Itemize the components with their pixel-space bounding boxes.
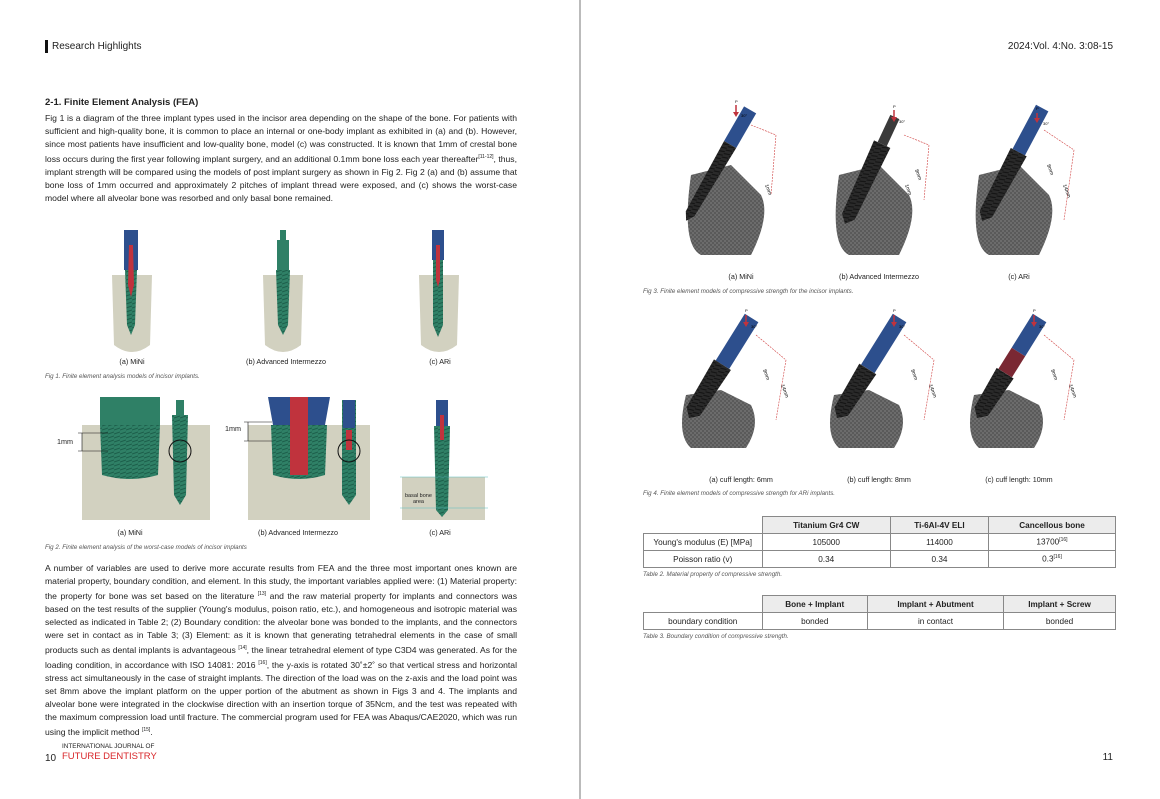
fig3a-angle: 30° [741,113,748,118]
fig3a-dim: 1mm [763,183,773,197]
fig1-implant-intermezzo [263,230,303,352]
table2-row1-v3 [988,534,1115,551]
fig3c-p-label: P [1036,106,1039,111]
fig2-model-intermezzo [244,397,370,520]
figure-2 [0,395,579,525]
fig4-label-c: (c) cuff length: 10mm [985,475,1053,484]
fig3-label-b: (b) Advanced Intermezzo [839,272,919,281]
table3-header-col1: Bone + Implant [762,596,867,613]
basal-label-1: basal bone [405,493,432,499]
p2-s3: , the linear tetrahedral element of type C3D4 was generated. As for the loading condition, in accordance with ISO 14081: 2016 [45,644,517,670]
fig4c-dim2: 14mm [1067,383,1078,399]
fig1-label-a: (a) MiNi [119,357,145,366]
fig1-caption: Fig 1. Finite element analysis models of incisor implants. [45,373,200,380]
table3-row-label: boundary condition [644,613,763,630]
citation: [16] [1053,554,1062,561]
fig3c-angle: 30° [1043,121,1050,126]
paragraph-1 [45,112,517,205]
table3-header-col3: Implant + Screw [1004,596,1116,613]
citation: [16] [1059,537,1068,544]
table2-row1-v1: 105000 [762,534,890,551]
p2-s2: and the raw material property for implants and connectors was based on the test results of the supplier (Young's modulus, poison ratio, etc.), and homogeneous and isotropic material was selected as indicated in Table 2; (2) Boundary condition: the alveolar bone was bonded to the implants, and the connectors were set in contact as in Table 3; (3) Element: as it is known that generating tetrahedral elements in the case of small products such as dental implants is advantageous [45,590,517,655]
fig3-label-a: (a) MiNi [728,272,754,281]
page-number-right: 11 [1102,752,1113,763]
fig2-caption: Fig 2. Finite element analysis of the worst-case models of incisor implants [45,544,247,551]
fig4c-dim1: 8mm [1049,368,1059,382]
fig3b-dim2: 1mm [903,183,913,197]
fig4-model-cuff10 [969,308,1078,448]
table2-row2-v3-value: 0.3 [1042,554,1054,564]
citation: [16] [258,659,267,666]
basal-bone-label [405,493,432,505]
fig3c-dim2: 14mm [1061,183,1072,199]
fig4a-p-label: P [745,308,748,313]
fig2-dim-b: 1mm [225,424,241,433]
figure-4 [581,308,1160,465]
fig3-model-intermezzo [836,104,929,255]
fig4c-angle: 30° [1039,324,1046,329]
table2-header-col2: Ti-6Al-4V ELI [890,517,988,534]
table2-row2-label: Poisson ratio (v) [644,551,763,568]
fig4-label-a: (a) cuff length: 6mm [709,475,773,484]
table2-row1-v3-value: 13700 [1036,537,1060,547]
table2-header-row [644,517,1116,534]
table-row [644,534,1116,551]
table2-row1-v2: 114000 [890,534,988,551]
citation: [13] [257,591,267,597]
p2-s4: , the y-axis is rotated 30˚±2˚ so that vertical stress and horizontal stress act simultaneously in the case of straight implants. The direction of the load was on the z-axis and the load point was set 8mm above the implant platform on the upper portion of the abutment as shown in Figs 3 and 4. The implants and alveolar bone were integrated in the clockwise direction with an insertion torque of 35Ncm, and the test was repeated with the maximum compression load until fracture. The commercial program used for FEA was Abaqus/CAE2020, which was run using the implicit method [45,659,517,737]
fig3b-p-label: P [893,104,896,109]
table3-header-col2: Implant + Abutment [867,596,1003,613]
citation: [14] [238,644,247,651]
fig3-caption: Fig 3. Finite element models of compressive strength for the incisor implants. [643,288,854,295]
p2-s5: . [150,726,153,737]
table2-caption: Table 2. Material property of compressive strength. [643,571,783,578]
table2-row1-label: Young's modulus (E) [MPa] [644,534,763,551]
fig4a-angle: 30° [751,324,758,329]
fig4-label-b: (b) cuff length: 8mm [847,475,911,484]
fig1-label-b: (b) Advanced Intermezzo [246,357,326,366]
running-header-left [45,40,142,53]
journal-name-line2: FUTURE DENTISTRY [62,751,157,762]
fig2-label-c: (c) ARi [429,528,451,537]
fig3-label-c: (c) ARi [1008,272,1030,281]
fig3b-angle: 30° [899,119,906,124]
fig1-implant-ari [419,230,459,352]
fig3-model-mini [680,99,776,255]
table2-row2-v3 [988,551,1115,568]
paragraph-2 [45,562,517,738]
fig4b-dim1: 8mm [909,368,919,382]
running-header-right: 2024:Vol. 4:No. 3:08-15 [1007,41,1113,52]
fig4-model-cuff6 [681,308,790,448]
table3-row-v1: bonded [762,613,867,630]
citation: [15] [141,726,151,733]
table2-row2-v1: 0.34 [762,551,890,568]
section-title: 2-1. Finite Element Analysis (FEA) [45,97,199,108]
table3-header-empty [644,596,763,613]
p2-s1: A number of variables are used to derive more accurate results from FEA and the three most important ones known are material property, boundary condition, and element. In this study, the important variables applied were: (1) Material property: the property for bone was set based on the literature [45,563,517,601]
fig1-implant-mini [112,230,152,352]
fig2-dim-a: 1mm [57,437,73,446]
fig3a-p-label: P [735,99,738,104]
fig4b-angle: 30° [899,324,906,329]
fig4b-dim2: 14mm [927,383,938,399]
fig2-model-mini [78,397,210,520]
fig3c-dim1: 8mm [1045,163,1055,177]
table-3 [643,595,1116,630]
header-marker [45,40,48,53]
table2-header-col3: Cancellous bone [988,517,1115,534]
table3-row-v2: in contact [867,613,1003,630]
figure-3 [581,99,1160,275]
journal-name-line1: INTERNATIONAL JOURNAL OF [62,743,155,750]
fig4a-dim2: 14mm [779,383,790,399]
table2-row2-v2: 0.34 [890,551,988,568]
fig1-label-c: (c) ARi [429,357,451,366]
left-page [0,0,579,799]
table3-row-v3: bonded [1004,613,1116,630]
paragraph-1-text-end: , thus, implant strength will be compared using the models of post implant surgery as shown in Fig 2. Fig 2 (a) and (b) assume that bone loss of 1mm occurred and approximately 2 pitches of implant thread were exposed, and (c) shows the worst-case model where all alveolar bone was resorbed and only basal bone remained. [45,153,517,203]
table-row [644,551,1116,568]
right-page [581,0,1160,799]
table3-caption: Table 3. Boundary condition of compressive strength. [643,633,789,640]
fig2-label-b: (b) Advanced Intermezzo [258,528,338,537]
fig3b-dim1: 8mm [913,168,923,182]
basal-label-2: area [412,499,424,505]
fig4c-p-label: P [1033,308,1036,313]
table2-header-empty [644,517,763,534]
paragraph-1-text: Fig 1 is a diagram of the three implant types used in the incisor area depending on the shape of the bone. For patients with sufficient and high-quality bone, it is common to place an internal or one-body implant as exhibited in (a) and (b). However, since most patients have insufficient and low-quality bone, model (c) was constructed. It is known that 1mm of crestal bone loss occurs during the first year following implant surgery, and an additional 0.1mm bone loss each year thereafter [45,113,517,164]
fig2-label-a: (a) MiNi [117,528,143,537]
page-number: 10 [45,753,57,764]
section-label: Research Highlights [52,41,142,52]
citation: [11-12] [478,154,494,160]
fig4a-dim1: 8mm [761,368,771,382]
fig4-model-cuff8 [829,308,938,448]
table3-header-row [644,596,1116,613]
table2-header-col1: Titanium Gr4 CW [762,517,890,534]
table-2 [643,516,1116,568]
fig4-caption: Fig 4. Finite element models of compressive strength for ARi implants. [643,490,836,497]
fig3-model-ari [974,104,1074,255]
table-row [644,613,1116,630]
fig4b-p-label: P [893,308,896,313]
